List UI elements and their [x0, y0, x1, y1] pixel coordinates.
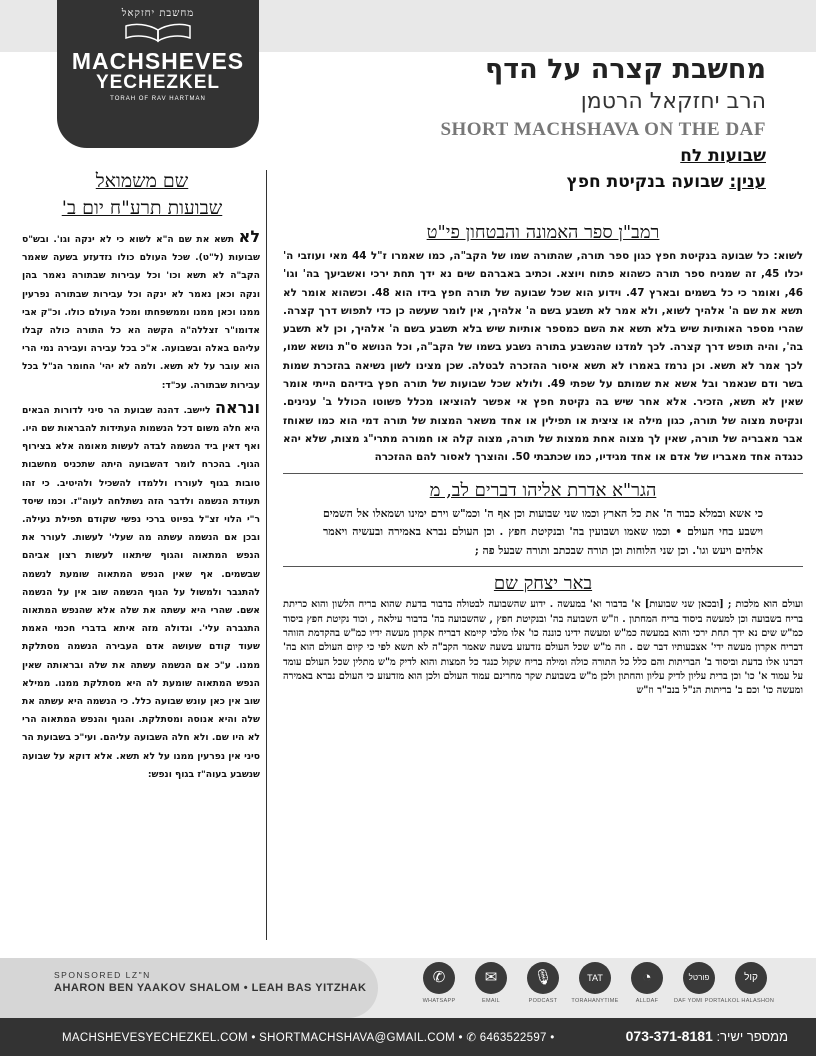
logo-tagline: TORAH OF RAV HARTMAN — [110, 96, 206, 102]
whatsapp-icon: ✆ — [423, 962, 455, 994]
section-text-gra: כי אשא ובמלא כבוד ה' את כל הארץ וכמו שני שבועות וכן אף ה' וכמ"ש וירם ימינו ושמאלו אל השמים וישבע בחי העולם • וכמו שאמו ושבועין בה' ובנקיטת חפץ . וכן העולם נברא באמירה ובעשיה ויאמר אלהים ויעש וגו'. וכן שני הלוחות וכן תורה שבכתב ותורה שבעל פה ; — [323, 506, 763, 557]
section-heading-gra: הגר"א אדרת אליהו דברים לב, מ — [429, 479, 657, 501]
english-title: SHORT MACHSHAVA ON THE DAF — [440, 119, 766, 140]
icon-caption: PODCAST — [528, 998, 558, 1004]
direct-line[interactable] — [626, 1028, 788, 1044]
section-text-ramban: לשוא: כל שבועה בנקיטת חפץ כגון ספר תורה, שהתורה שמו של הקב"ה, כמו שאמרו ז"ל 44 מאי ועוזבי ה' יכלו 45, זה שמניח ספר תורה כשהוא פתוח ויוצא. וכתיב באברהם שים נא ידך תחת ירכי ואשביעך בה' וגו' 46, ואומר כי כל בשמים ובארץ 47. וידוע הוא שכל שבועה של תורה חפץ בידו הוא 48. וכשהוא אומר לא תשא את שם ה' אלהיך לשוא, ולא אמר לא תשבע בשם ה' אלהיך, אין לומר שעשה כן כדי לתפוש דרך קצרה. שהרי מספר האותיות שיש בלא תשא את השם כמספר אותיות שיש בלא תשבע בשם ה' אלהיך, וכן לא תשבע בה', והיה תופש דרך קצרה. לכך למדנו שהנשבע בתורה נשבע בשמו של הקב"ה, וכל הנושא ס"ת נושא שמו, לכך אמר לא תשא. וכן נרמז באמרו לא תשא איסור ההזכרה לבטלה. שכן מצינו לשון נשיאה בהזכרת שמות בשר ודם שנאמר ובל אשא את שמותם על שפתי 49. ולולא שכל שבועות של תורה חפץ בידיהם הייתי אומר שאין לא תשא, הזכיר. אלא אחר שיש בה נקיטת חפץ אי אפשר להוציאו מכלל פשוטו הכולל ב' ענינים. ונקיטת מצוה של תורה, כגון מילה או ציצית או תפילין או אחד משאר המצות של תורה דמי הוא כמו שאוחז אבר מאבריה של תורה, שאין לך מצוה אחת ממצות של תורה, מצוה קלה או חמורה מתרי"ג מצות, שלא יהא כנגדה אחד מאבריו של אדם או אחד מגידיו, כמו שכתבתי 50. והוצרך לאסור להם ההזכרה — [283, 250, 803, 464]
alldaf-link[interactable] — [622, 962, 672, 1004]
paragraph-lead-word: ונראה — [215, 397, 261, 417]
torahanytime-link[interactable] — [570, 962, 620, 1004]
icon-caption: KOL HALASHON — [727, 998, 775, 1004]
whatsapp-link[interactable] — [414, 962, 464, 1004]
email-link[interactable] — [466, 962, 516, 1004]
kolhalashon-icon: קול — [735, 962, 767, 994]
sponsor-names: AHARON BEN YAAKOV SHALOM • LEAH BAS YITZHAK — [54, 982, 367, 994]
left-column-subtitle: שבועות תרע"ח יום ב' — [61, 197, 223, 219]
left-column — [18, 170, 267, 940]
email-icon: ✉ — [475, 962, 507, 994]
section-divider — [283, 473, 803, 474]
icon-caption: TORAHANYTIME — [571, 998, 619, 1004]
icon-caption: ALLDAF — [635, 998, 659, 1004]
podcast-link[interactable] — [518, 962, 568, 1004]
sponsor-box — [0, 958, 378, 1018]
podcast-icon: 🎙 — [527, 962, 559, 994]
direct-line-number: 073-371-8181 — [625, 1028, 713, 1044]
section-divider — [283, 566, 803, 567]
open-book-icon — [123, 21, 193, 43]
alldaf-icon: ◔ — [631, 962, 663, 994]
paragraph-text: ליישב. דהנה שבועת הר סיני לדורות הבאים היא חלה משום דכל הנשמות העתידות להבראות שם היו. ואף דאין ביד הנשמה לבדה לעשות מאומה אלא בצירוף הגוף. בהכרח לומר דהשבועה היתה שתכניס מחשבות טובות בגוף לעוררו וללמדו להשכיל ולהיטיב. כי זהו תעודת הנשמה ולדבר הזה נשתלחה לעוה"ז. וכמו שיסד ר"י הלוי זצ"ל בפיוט ברכי נפשי שקודם תפילת נעילה. ובכן אם הנשמה עשתה מה שעלי' לעשות. לעורר את הנפש המתאוה והגוף שיתאוו לעשות רצון אביהם שבשמים. אף שאין הנפש המתאוה שומעת לנשמה להתגבר ולמשול על הגוף הנשמה שוב אין על הנשמה אשם. שהרי היא עשתה את שלה אלא שהנפש המתאוה התגברה עלי'. וגדולה מזה איתא בדברי חכמי האמת שעוד קודם שעושה אדם העבירה הנשמה מסתלקת ממנו. ע"כ אם הנשמה עשתה את שלה ובראותה שאין הנפש המתאוה שומעת לה היא מסתלקת ממנו. ממילא שוב אין כאן עונש שבועה כלל. כי הנשמה היא עשתה את שלה והיא אנוסה ומסתלקת. והגוף והנפש המתאוה הרי לא היו שם. ולא חלה השבועה עליהם. ועי"כ בשבועת הר סיני אין נפרעין ממנו על לא תשא. אלא דוקא על שבועה שנשבע בעוה"ז בגוף ונפש: — [22, 404, 260, 780]
section-heading-beer-yitzchak: באר יצחק שם — [493, 573, 593, 595]
torahanytime-icon: TAT — [579, 962, 611, 994]
left-paragraph-1 — [18, 228, 266, 395]
logo-hebrew-text: מחשבת יחזקאל — [121, 8, 195, 19]
page-title: מחשבת קצרה על הדף — [485, 54, 766, 85]
contact-bar — [0, 1018, 816, 1056]
dafyomi-portal-link[interactable] — [674, 962, 729, 1004]
author-name: הרב יחזקאל הרטמן — [580, 89, 766, 114]
icon-caption: EMAIL — [481, 998, 500, 1004]
section-heading-ramban: רמב"ן ספר האמונה והבטחון פי"ט — [426, 222, 660, 243]
logo[interactable] — [57, 0, 259, 148]
icon-caption: WHATSAPP — [422, 998, 456, 1004]
icon-caption: DAF YOMI PORTAL — [674, 998, 729, 1004]
topic-label: ענין: — [729, 172, 766, 192]
topic-text: שבועה בנקיטת חפץ — [566, 172, 724, 192]
logo-line1: MACHSHEVES — [71, 48, 245, 74]
kolhalashon-link[interactable] — [726, 962, 776, 1004]
sponsor-label: SPONSORED LZ"N — [54, 970, 151, 980]
left-paragraph-2 — [18, 399, 266, 784]
section-text-beer-yitzchak: ועולם הוא מלכות ; [ובכאן שני שבועות] א' בדבור וא' במעשה . ידוע שהשבועה לבטולה בדבור בדעת שהוא בריח הלשון והוא כריתת בריח בשבועה וכן למעשה ביסוד בריח המחתון . וז"ש השבועה בה' ובנקיטת חפץ , שהשבועה בה' בדבור עילאה , וכוד נקיטת חפץ ביסוד כמ"ש שים נא ידך תחת ירכי והוא במעשה כמ"ש ומעשה ידינו כוננה כו' אלו מלכי קיימא דבריח אקרון מעשה ידיו כמ"ש בהקדמת הזוהר דבריח אקרון מעשה ידי' אצבעותיו דבר שם . וזה מ"ש שכל העולם נזדעזע בשעה שאמר הקב"ה לא תשא לפי כי קיום העולם הוא בה' דברנו אלו בדעת וביסוד ב' הבריתות והם כלל כל התורה כולה ומילה בריח שקול כנגד כל המצות והוא לדיק מ"ש מתלין שכל העולם עומד על עמוד א' כו' וכן ברית עליון לדיק עליון והחתון ולכן מ"ש בשבועת שקר מחרינם עמוד העולם ולכן הוא מזדעזע כי העולם נברא באמירה ומעשה כו' וכם ב' בריתות הנ"ל בנב"ר וז"ש — [283, 599, 803, 697]
platform-icons — [414, 962, 774, 1014]
left-column-title: שם משמואל — [95, 170, 189, 192]
topic-line — [567, 172, 766, 192]
logo-line2: YECHEZKEL — [95, 72, 221, 93]
dafyomi-portal-icon: פורטל — [683, 962, 715, 994]
paragraph-text: תשא את שם ה"א לשוא כי לא ינקה וגו'. ובש"ס שבועות (ל"ט). שכל העולם כולו נזדעזע בשעה שאמר הקב"ה לא תשא וכו' וכל עבירות שבתורה נאמר בהן ונקה וכאן נאמר לא ינקה וכל עבירות שבתורה נפרעין ממנו וכאן ממנו וממשפחתו ומכל העולם כולו. וכ"ק אבי אדומו"ר זצללה"ה הקשה הא כל התורה כולה קבלו עליהם באלה ובשבועה. א"כ בכל עבירה ועבירה נמי הרי הוא עובר על לא תשא. ולמה לא יהי' החומר הנ"ל בכל עבירות שבתורה. עכ"ד: — [22, 234, 260, 391]
daf-reference: שבועות לח — [680, 146, 766, 166]
paragraph-lead-word: לא — [238, 227, 260, 246]
direct-line-label: ממספר ישיר: — [716, 1029, 788, 1044]
contact-info[interactable]: MACHSHEVESYECHEZKEL.COM • SHORTMACHSHAVA@GMAIL.COM • ✆ 6463522597 • — [62, 1032, 555, 1044]
right-column — [283, 222, 803, 698]
